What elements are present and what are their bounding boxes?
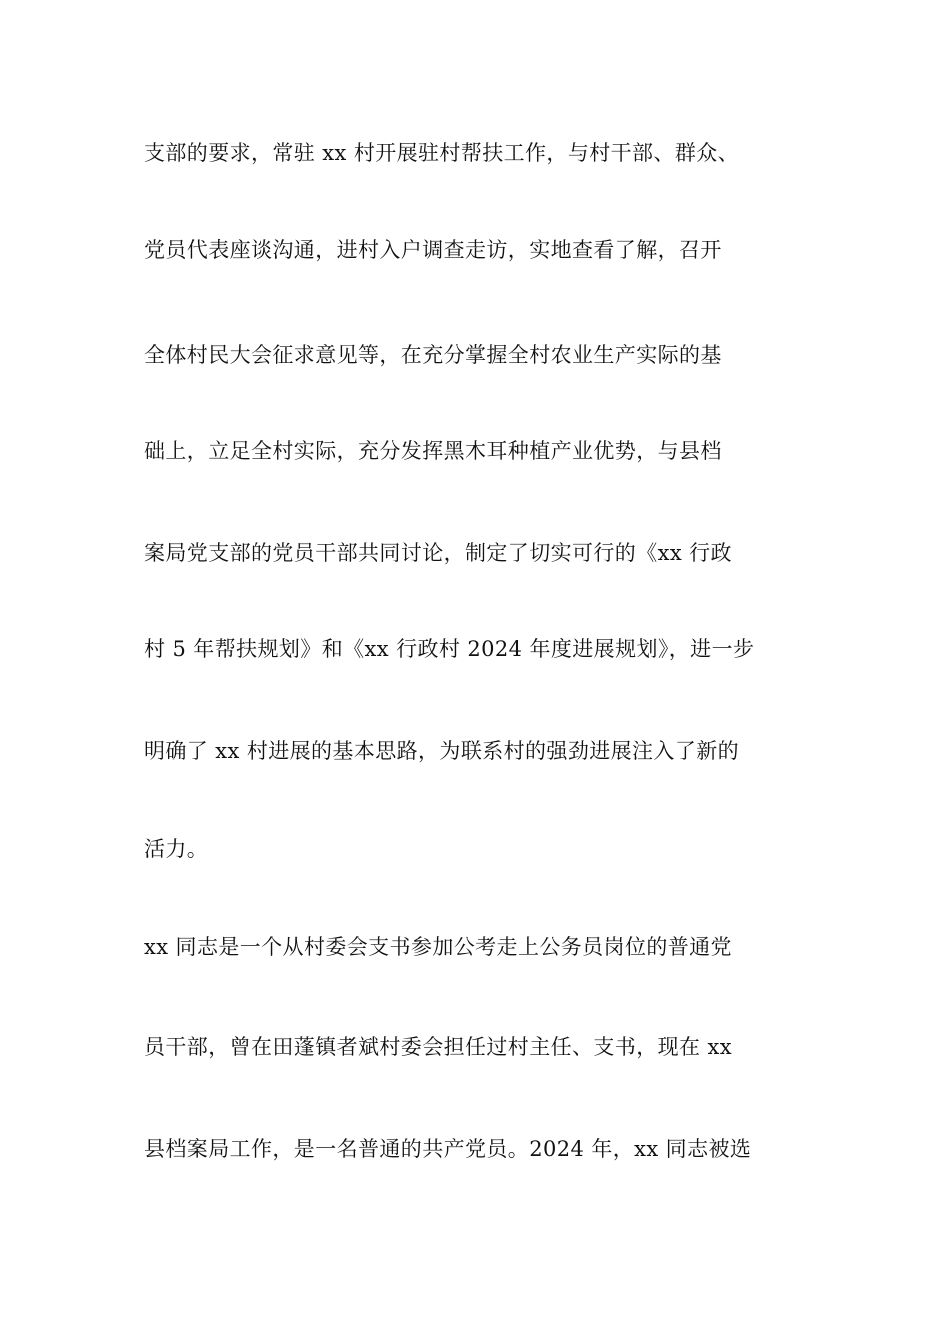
text-line-3: 全体村民大会征求意见等，在充分掌握全村农业生产实际的基: [144, 343, 722, 367]
text-line-9: xx 同志是一个从村委会支书参加公考走上公务员岗位的普通党: [144, 935, 732, 959]
text-line-1: 支部的要求，常驻 xx 村开展驻村帮扶工作，与村干部、群众、: [144, 141, 740, 165]
text-line-10: 员干部，曾在田蓬镇者斌村委会担任过村主任、支书，现在 xx: [144, 1035, 732, 1059]
text-line-11: 县档案局工作，是一名普通的共产党员。2024 年，xx 同志被选: [144, 1137, 752, 1161]
text-line-2: 党员代表座谈沟通，进村入户调查走访，实地查看了解，召开: [144, 238, 722, 262]
text-line-4: 础上，立足全村实际，充分发挥黑木耳种植产业优势，与县档: [144, 439, 722, 463]
text-line-6: 村 5 年帮扶规划》和《xx 行政村 2024 年度进展规划》，进一步: [144, 637, 755, 661]
text-line-8: 活力。: [144, 837, 209, 861]
text-line-7: 明确了 xx 村进展的基本思路，为联系村的强劲进展注入了新的: [144, 739, 740, 763]
text-line-5: 案局党支部的党员干部共同讨论，制定了切实可行的《xx 行政: [144, 541, 732, 565]
